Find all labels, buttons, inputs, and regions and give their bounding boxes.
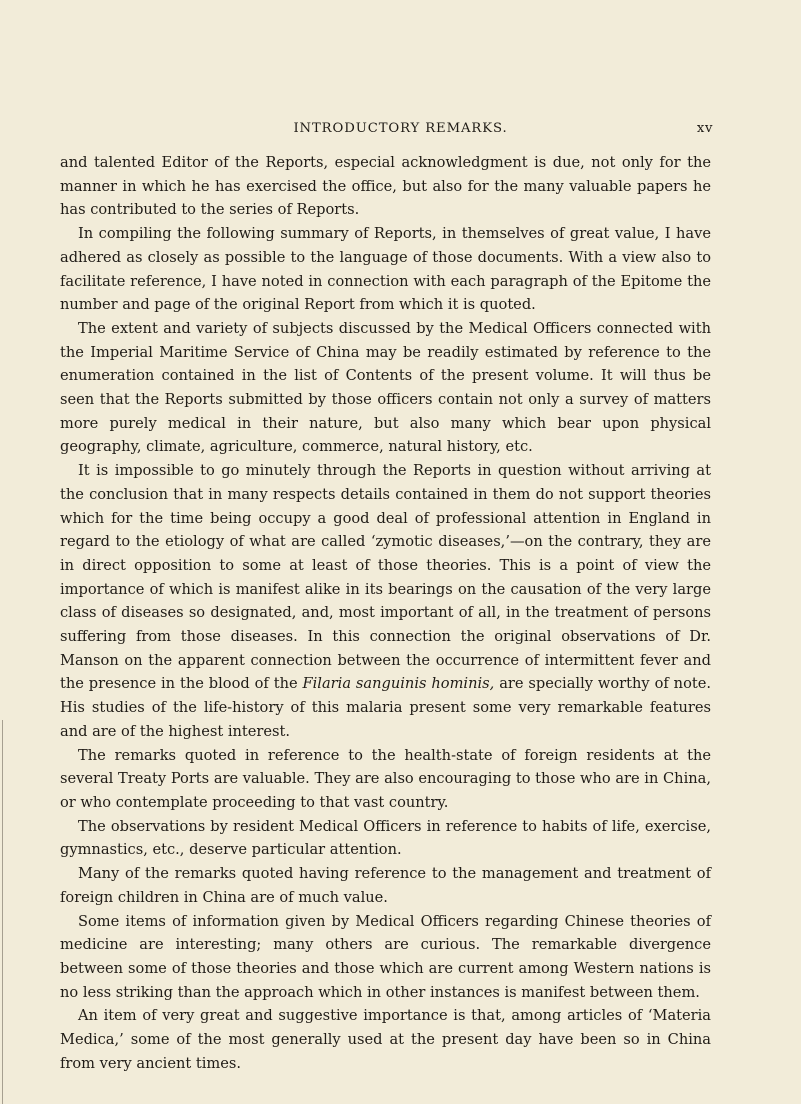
paragraph-editor: and talented Editor of the Reports, especial acknowledgment is due, not only for the manner in which he has exercised the office, but also for the many valuable papers he has contributed to the series of Reports.	[60, 154, 711, 219]
paragraph-summary-method: In compiling the following summary of Reports, in themselves of great value, I have adhered as closely as possible to the language of those documents. With a view also to facilitate reference, I have noted in connection with each paragraph of the Epitome the number and page of the original Report from which it is quoted.	[60, 225, 711, 314]
paragraph-etiology-text: It is impossible to go minutely through the Reports in question without arriving at the conclusion that in many respects details contained in them do not support theories which for the time being occupy a good deal of professional attention in England in regard to the etiology of what are called ‘zymotic diseases,’—on the contrary, they are in direct opposition to some at least of those theories. This is a point of view the importance of which is manifest alike in its bearings on the causation of the very large class of diseases so designated, and, most important of all, in the treatment of persons suffering from those diseases. In this connection the original observations of Dr. Manson on the apparent connection between the occurrence of intermittent fever and the presence in the blood of the	[60, 462, 711, 693]
paragraph-subjects: The extent and variety of subjects discussed by the Medical Officers connected with the Imperial Maritime Service of China may be readily estimated by reference to the enumeration contained in the list of Contents of the present volume. It will thus be seen that the Reports submitted by those officers contain not only a survey of matters more purely medical in their nature, but also many which bear upon physical geography, climate, agriculture, commerce, natural history, etc.	[60, 319, 711, 456]
page-edge-line	[2, 720, 3, 1104]
paragraph-materia-medica: An item of very great and suggestive importance is that, among articles of ‘Materia Medica,’ some of the most generally used at the present day have been so in China from very ancient times.	[60, 1007, 711, 1072]
filaria-term: Filaria sanguinis hominis,	[302, 675, 495, 693]
paragraph-habits: The observations by resident Medical Officers in reference to habits of life, exercise, gymnastics, etc., deserve particular attention.	[60, 817, 711, 859]
paragraph-treaty-ports: The remarks quoted in reference to the health-state of foreign residents at the several Treaty Ports are valuable. They are also encouraging to those who are in China, or who contemplate proceeding to that vast country.	[60, 746, 711, 811]
paragraph-etiology-continuation: are specially worthy of note. His studies of the life-history of this malaria present some very remarkable features and are of the highest interest.	[60, 675, 711, 740]
page-header	[88, 120, 713, 138]
paragraph-chinese-theories: Some items of information given by Medical Officers regarding Chinese theories of medicine are interesting; many others are curious. The remarkable divergence between some of those theories and those which are current among Western nations is no less striking than the approach which in other instances is manifest between them.	[60, 912, 711, 1001]
page-number: xv	[696, 121, 713, 136]
paragraph-etiology	[60, 459, 711, 743]
running-head: INTRODUCTORY REMARKS.	[293, 121, 508, 136]
paragraph-children: Many of the remarks quoted having reference to the management and treatment of foreign children in China are of much value.	[60, 865, 711, 906]
body-text	[60, 151, 711, 1075]
